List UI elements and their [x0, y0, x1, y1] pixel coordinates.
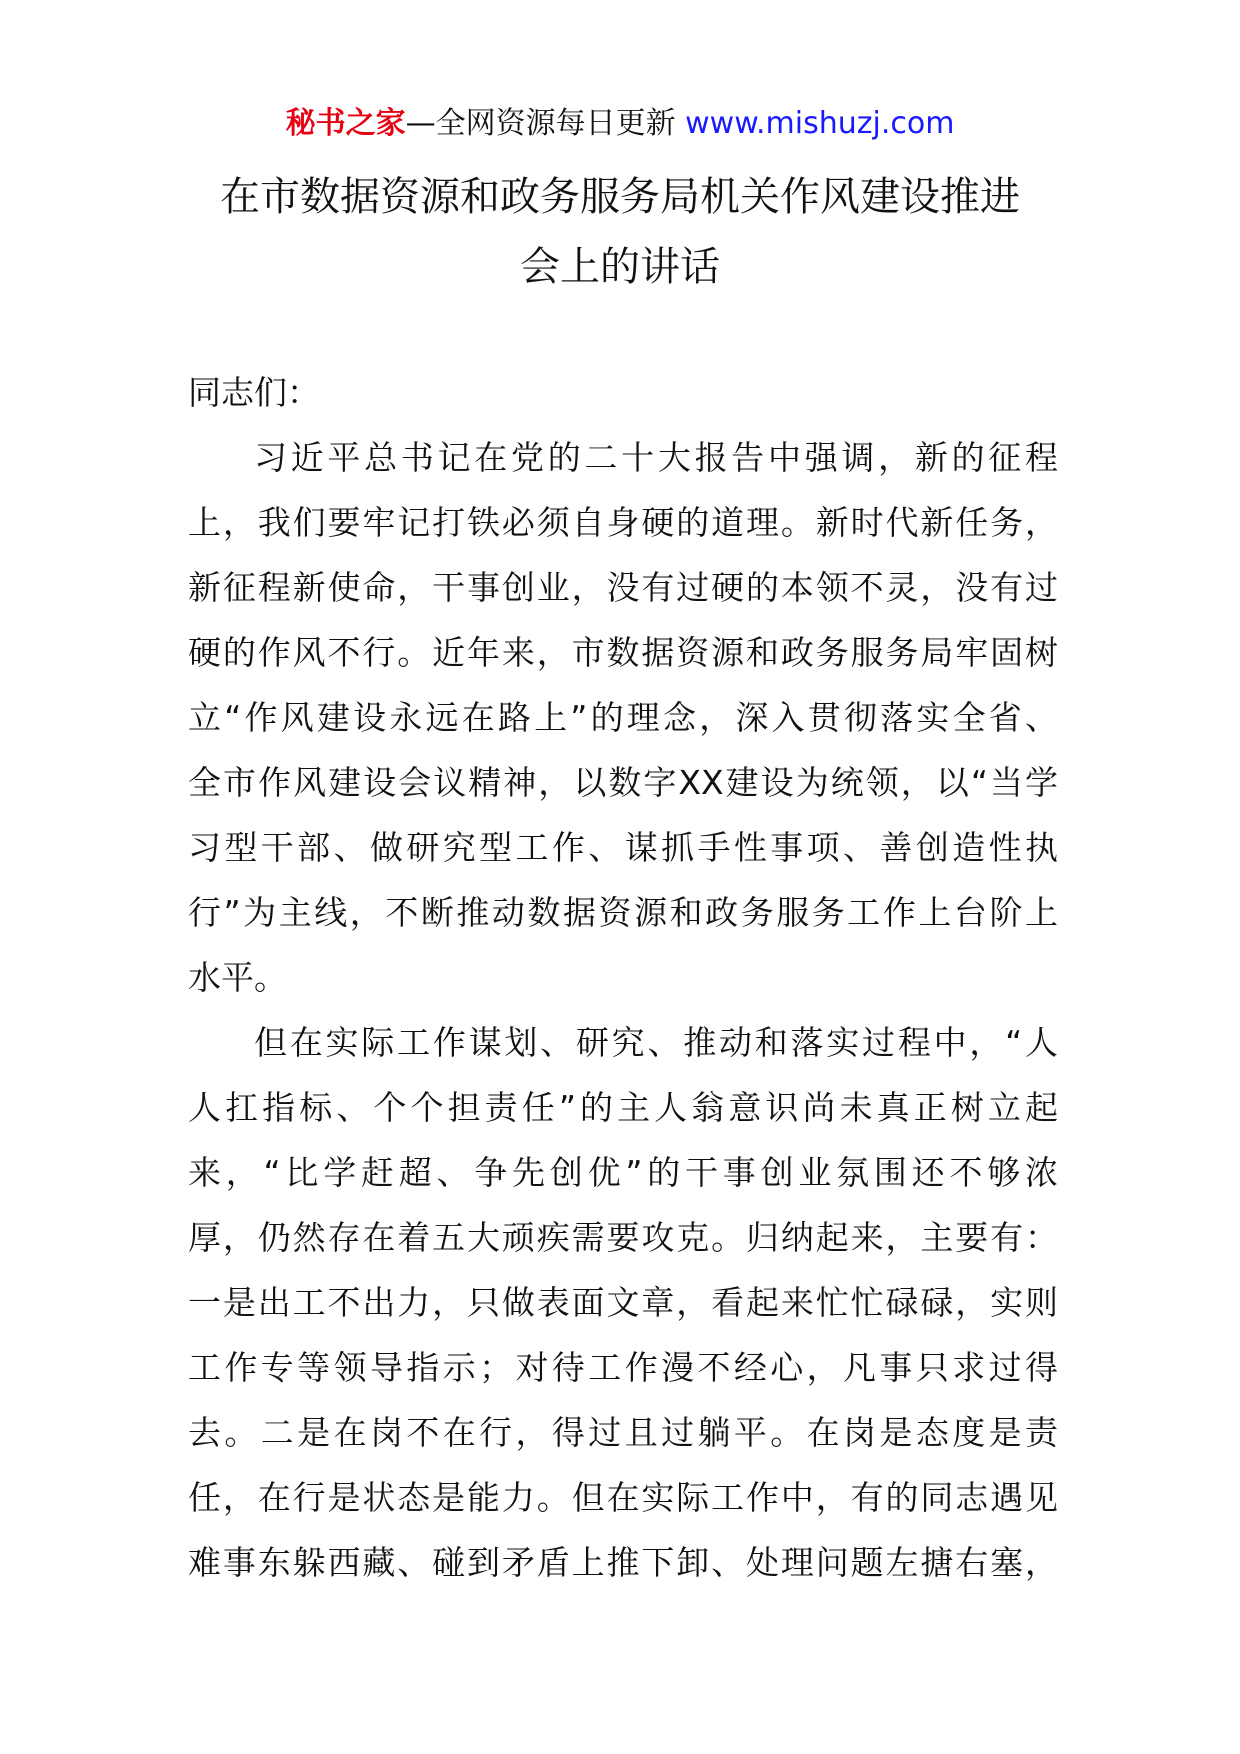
header-tagline: —全网资源每日更新	[405, 106, 676, 141]
paragraph-line: 工作专等领导指示；对待工作漫不经心，凡事只求过得	[188, 1348, 1058, 1387]
paragraph-line: 去。二是在岗不在行，得过且过躺平。在岗是态度是责	[188, 1413, 1058, 1452]
title-line-2: 会上的讲话	[520, 244, 720, 290]
paragraph-line: 立“作风建设永远在路上”的理念，深入贯彻落实全省、	[188, 698, 1058, 737]
title-line-1: 在市数据资源和政务服务局机关作风建设推进	[220, 174, 1020, 220]
paragraph-line: 来，“比学赶超、争先创优”的干事创业氛围还不够浓	[188, 1153, 1058, 1192]
brand-name: 秘书之家	[285, 106, 406, 141]
document-title	[150, 162, 1090, 302]
paragraph-line: 行”为主线，不断推动数据资源和政务服务工作上台阶上	[188, 893, 1058, 932]
document-body	[188, 360, 1058, 1595]
paragraph-line: 上，我们要牢记打铁必须自身硬的道理。新时代新任务，	[188, 503, 1058, 542]
paragraph-line: 习型干部、做研究型工作、谋抓手性事项、善创造性执	[188, 828, 1058, 867]
paragraph-line: 全市作风建设会议精神，以数字XX建设为统领，以“当学	[188, 763, 1058, 802]
paragraph-line: 人扛指标、个个担责任”的主人翁意识尚未真正树立起	[188, 1088, 1058, 1127]
site-url-link[interactable]: www.mishuzj.com	[685, 106, 955, 141]
paragraph-line: 硬的作风不行。近年来，市数据资源和政务服务局牢固树	[188, 633, 1058, 672]
site-header	[0, 102, 1240, 146]
paragraph-1	[188, 425, 1058, 1010]
paragraph-line: 一是出工不出力，只做表面文章，看起来忙忙碌碌，实则	[188, 1283, 1058, 1322]
paragraph-line: 新征程新使命，干事创业，没有过硬的本领不灵，没有过	[188, 568, 1058, 607]
paragraph-line: 厚，仍然存在着五大顽疾需要攻克。归纳起来，主要有：	[188, 1218, 1058, 1257]
paragraph-line: 但在实际工作谋划、研究、推动和落实过程中，“人	[254, 1023, 1058, 1062]
paragraph-line: 任，在行是状态是能力。但在实际工作中，有的同志遇见	[188, 1478, 1058, 1517]
paragraph-line: 水平。	[188, 958, 287, 997]
paragraph-line: 习近平总书记在党的二十大报告中强调，新的征程	[254, 438, 1058, 477]
salutation: 同志们：	[188, 373, 320, 412]
paragraph-line: 难事东躲西藏、碰到矛盾上推下卸、处理问题左搪右塞，	[188, 1543, 1058, 1582]
paragraph-2	[188, 1010, 1058, 1595]
